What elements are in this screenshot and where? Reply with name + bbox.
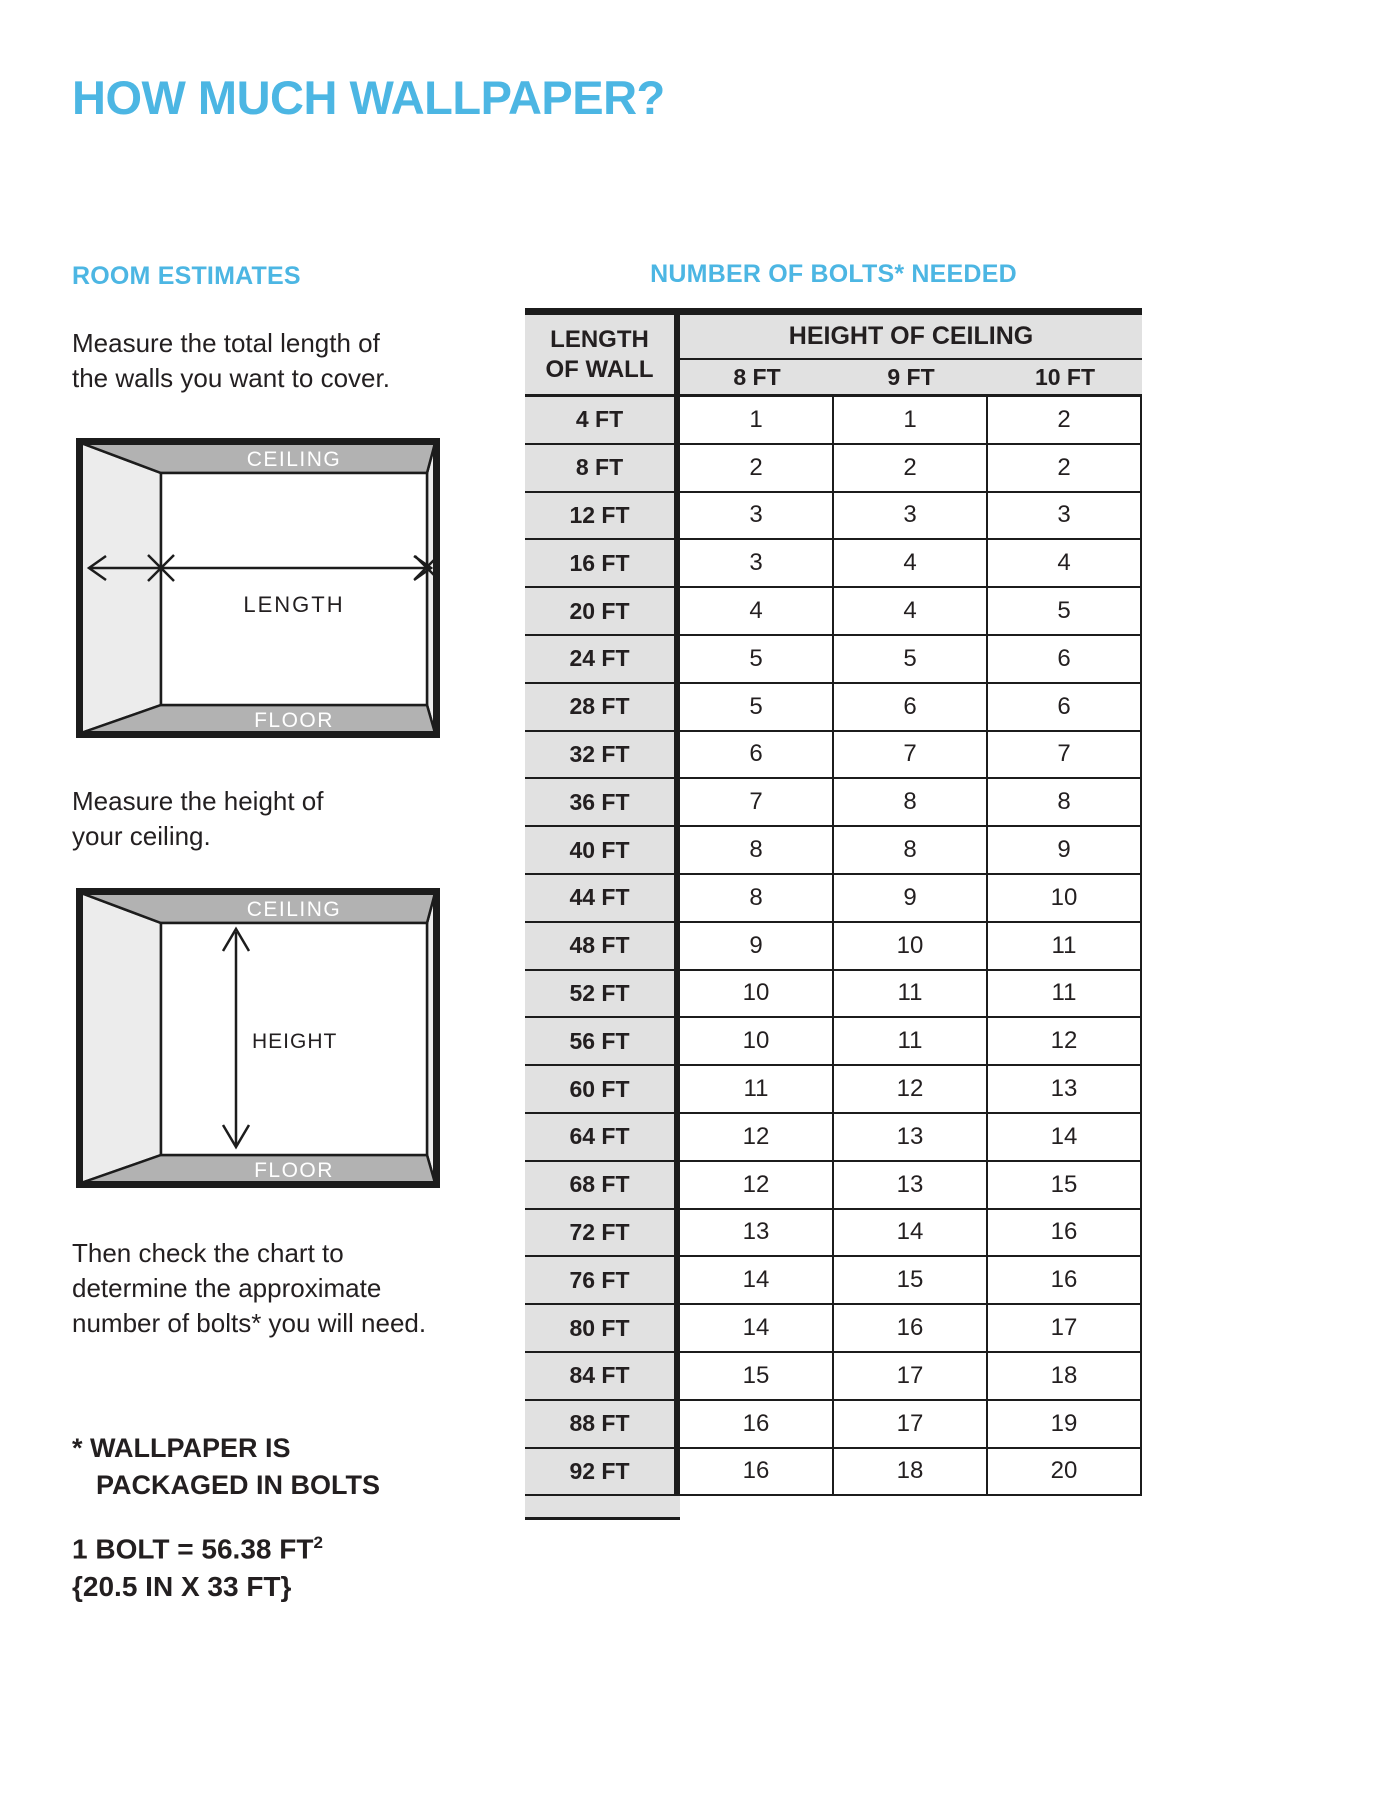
value-cell: 11 [834,1018,988,1066]
value-cell: 9 [680,923,834,971]
row-label-cell: 16 FT [525,540,680,588]
height-of-ceiling-header: HEIGHT OF CEILING [680,315,1142,360]
row-label-cell: 36 FT [525,779,680,827]
back-wall [161,473,427,705]
ceiling-label: CEILING [246,898,342,921]
value-cell: 9 [988,827,1142,875]
value-cell: 2 [834,445,988,493]
value-cell: 11 [680,1066,834,1114]
value-cell: 16 [834,1305,988,1353]
value-cell: 6 [988,684,1142,732]
bolt-equation [72,1524,323,1606]
value-cell: 12 [834,1066,988,1114]
value-cell: 17 [988,1305,1142,1353]
col-header-10ft: 10 FT [988,360,1142,397]
row-label-cell: 88 FT [525,1401,680,1449]
value-cell: 13 [834,1162,988,1210]
bolt-dimensions-line: {20.5 IN X 33 FT} [72,1571,292,1603]
value-cell: 16 [988,1210,1142,1258]
bolts-table-heading: NUMBER OF BOLTS* NEEDED [650,260,1017,288]
label-column-footer-strip [525,1496,680,1520]
paragraph-line: determine the approximate [72,1273,382,1303]
floor-label: FLOOR [254,1159,334,1182]
check-chart-paragraph [72,1236,426,1341]
row-label-cell: 52 FT [525,971,680,1019]
measure-length-paragraph [72,326,390,396]
value-cell: 15 [988,1162,1142,1210]
value-cell: 10 [988,875,1142,923]
paragraph-line: Measure the height of [72,786,324,816]
value-cell: 6 [988,636,1142,684]
value-cell: 20 [988,1449,1142,1497]
row-label-cell: 48 FT [525,923,680,971]
paragraph-line: the walls you want to cover. [72,363,390,393]
value-cell: 9 [834,875,988,923]
value-cell: 13 [680,1210,834,1258]
value-cell: 4 [680,588,834,636]
bolts-table-header [525,315,1142,397]
value-cell: 15 [834,1257,988,1305]
row-label-cell: 64 FT [525,1114,680,1162]
height-label: HEIGHT [252,1030,338,1053]
room-height-diagram [76,888,440,1188]
row-label-cell: 24 FT [525,636,680,684]
value-cell: 8 [680,827,834,875]
row-label-cell: 28 FT [525,684,680,732]
floor-label: FLOOR [254,709,334,732]
value-cell: 8 [680,875,834,923]
value-cell: 3 [680,540,834,588]
value-cell: 5 [834,636,988,684]
row-label-cell: 60 FT [525,1066,680,1114]
row-label-cell: 40 FT [525,827,680,875]
value-cell: 2 [988,445,1142,493]
measure-height-paragraph [72,784,324,854]
row-label-cell: 8 FT [525,445,680,493]
header-line: OF WALL [545,355,654,383]
value-cell: 8 [834,827,988,875]
page-title: HOW MUCH WALLPAPER? [72,71,665,124]
value-cell: 4 [834,588,988,636]
value-cell: 10 [680,1018,834,1066]
row-label-cell: 4 FT [525,397,680,445]
col-header-8ft: 8 FT [680,360,834,397]
value-cell: 14 [680,1305,834,1353]
value-cell: 5 [680,636,834,684]
footnote-line: PACKAGED IN BOLTS [96,1470,381,1500]
bolt-size-line: 1 BOLT = 56.38 $FT^2$ [72,1533,323,1565]
length-label: LENGTH [243,592,345,617]
ceiling-label: CEILING [246,448,342,471]
value-cell: 12 [680,1162,834,1210]
value-cell: 18 [834,1449,988,1497]
row-label-cell: 20 FT [525,588,680,636]
value-cell: 18 [988,1353,1142,1401]
value-cell: 10 [834,923,988,971]
row-label-cell: 80 FT [525,1305,680,1353]
bolts-table-body [525,397,1142,1496]
value-cell: 11 [988,923,1142,971]
value-cell: 11 [988,971,1142,1019]
row-label-cell: 12 FT [525,493,680,541]
value-cell: 10 [680,971,834,1019]
value-cell: 17 [834,1353,988,1401]
row-label-cell: 72 FT [525,1210,680,1258]
value-cell: 14 [834,1210,988,1258]
value-cell: 7 [680,779,834,827]
value-cell: 6 [680,732,834,780]
value-cell: 13 [834,1114,988,1162]
left-wall [81,443,161,733]
row-label-cell: 76 FT [525,1257,680,1305]
value-cell: 15 [680,1353,834,1401]
room-estimates-heading: ROOM ESTIMATES [72,262,301,290]
paragraph-line: Measure the total length of [72,328,380,358]
value-cell: 1 [834,397,988,445]
value-cell: 8 [834,779,988,827]
value-cell: 13 [988,1066,1142,1114]
value-cell: 7 [834,732,988,780]
value-cell: 11 [834,971,988,1019]
col-header-9ft: 9 FT [834,360,988,397]
row-label-cell: 44 FT [525,875,680,923]
value-cell: 14 [988,1114,1142,1162]
value-cell: 2 [988,397,1142,445]
row-label-cell: 92 FT [525,1449,680,1497]
value-cell: 2 [680,445,834,493]
value-cell: 12 [988,1018,1142,1066]
header-line: LENGTH [550,325,649,353]
value-cell: 3 [680,493,834,541]
value-cell: 3 [834,493,988,541]
value-cell: 7 [988,732,1142,780]
paragraph-line: your ceiling. [72,821,211,851]
left-wall [81,893,161,1183]
value-cell: 17 [834,1401,988,1449]
value-cell: 16 [680,1401,834,1449]
value-cell: 4 [988,540,1142,588]
value-cell: 3 [988,493,1142,541]
length-of-wall-header [525,315,680,397]
value-cell: 5 [988,588,1142,636]
value-cell: 16 [988,1257,1142,1305]
value-cell: 6 [834,684,988,732]
value-cell: 16 [680,1449,834,1497]
row-label-cell: 84 FT [525,1353,680,1401]
row-label-cell: 68 FT [525,1162,680,1210]
paragraph-line: Then check the chart to [72,1238,344,1268]
room-length-diagram [76,438,440,738]
value-cell: 19 [988,1401,1142,1449]
paragraph-line: number of bolts* you will need. [72,1308,427,1338]
row-label-cell: 32 FT [525,732,680,780]
squared-superscript: 2 [313,1533,323,1552]
footnote-line: * WALLPAPER IS [72,1433,291,1463]
value-cell: 12 [680,1114,834,1162]
value-cell: 1 [680,397,834,445]
value-cell: 14 [680,1257,834,1305]
value-cell: 5 [680,684,834,732]
row-label-cell: 56 FT [525,1018,680,1066]
value-cell: 8 [988,779,1142,827]
bolts-footnote [72,1430,380,1504]
bolts-table [525,308,1142,1520]
value-cell: 4 [834,540,988,588]
